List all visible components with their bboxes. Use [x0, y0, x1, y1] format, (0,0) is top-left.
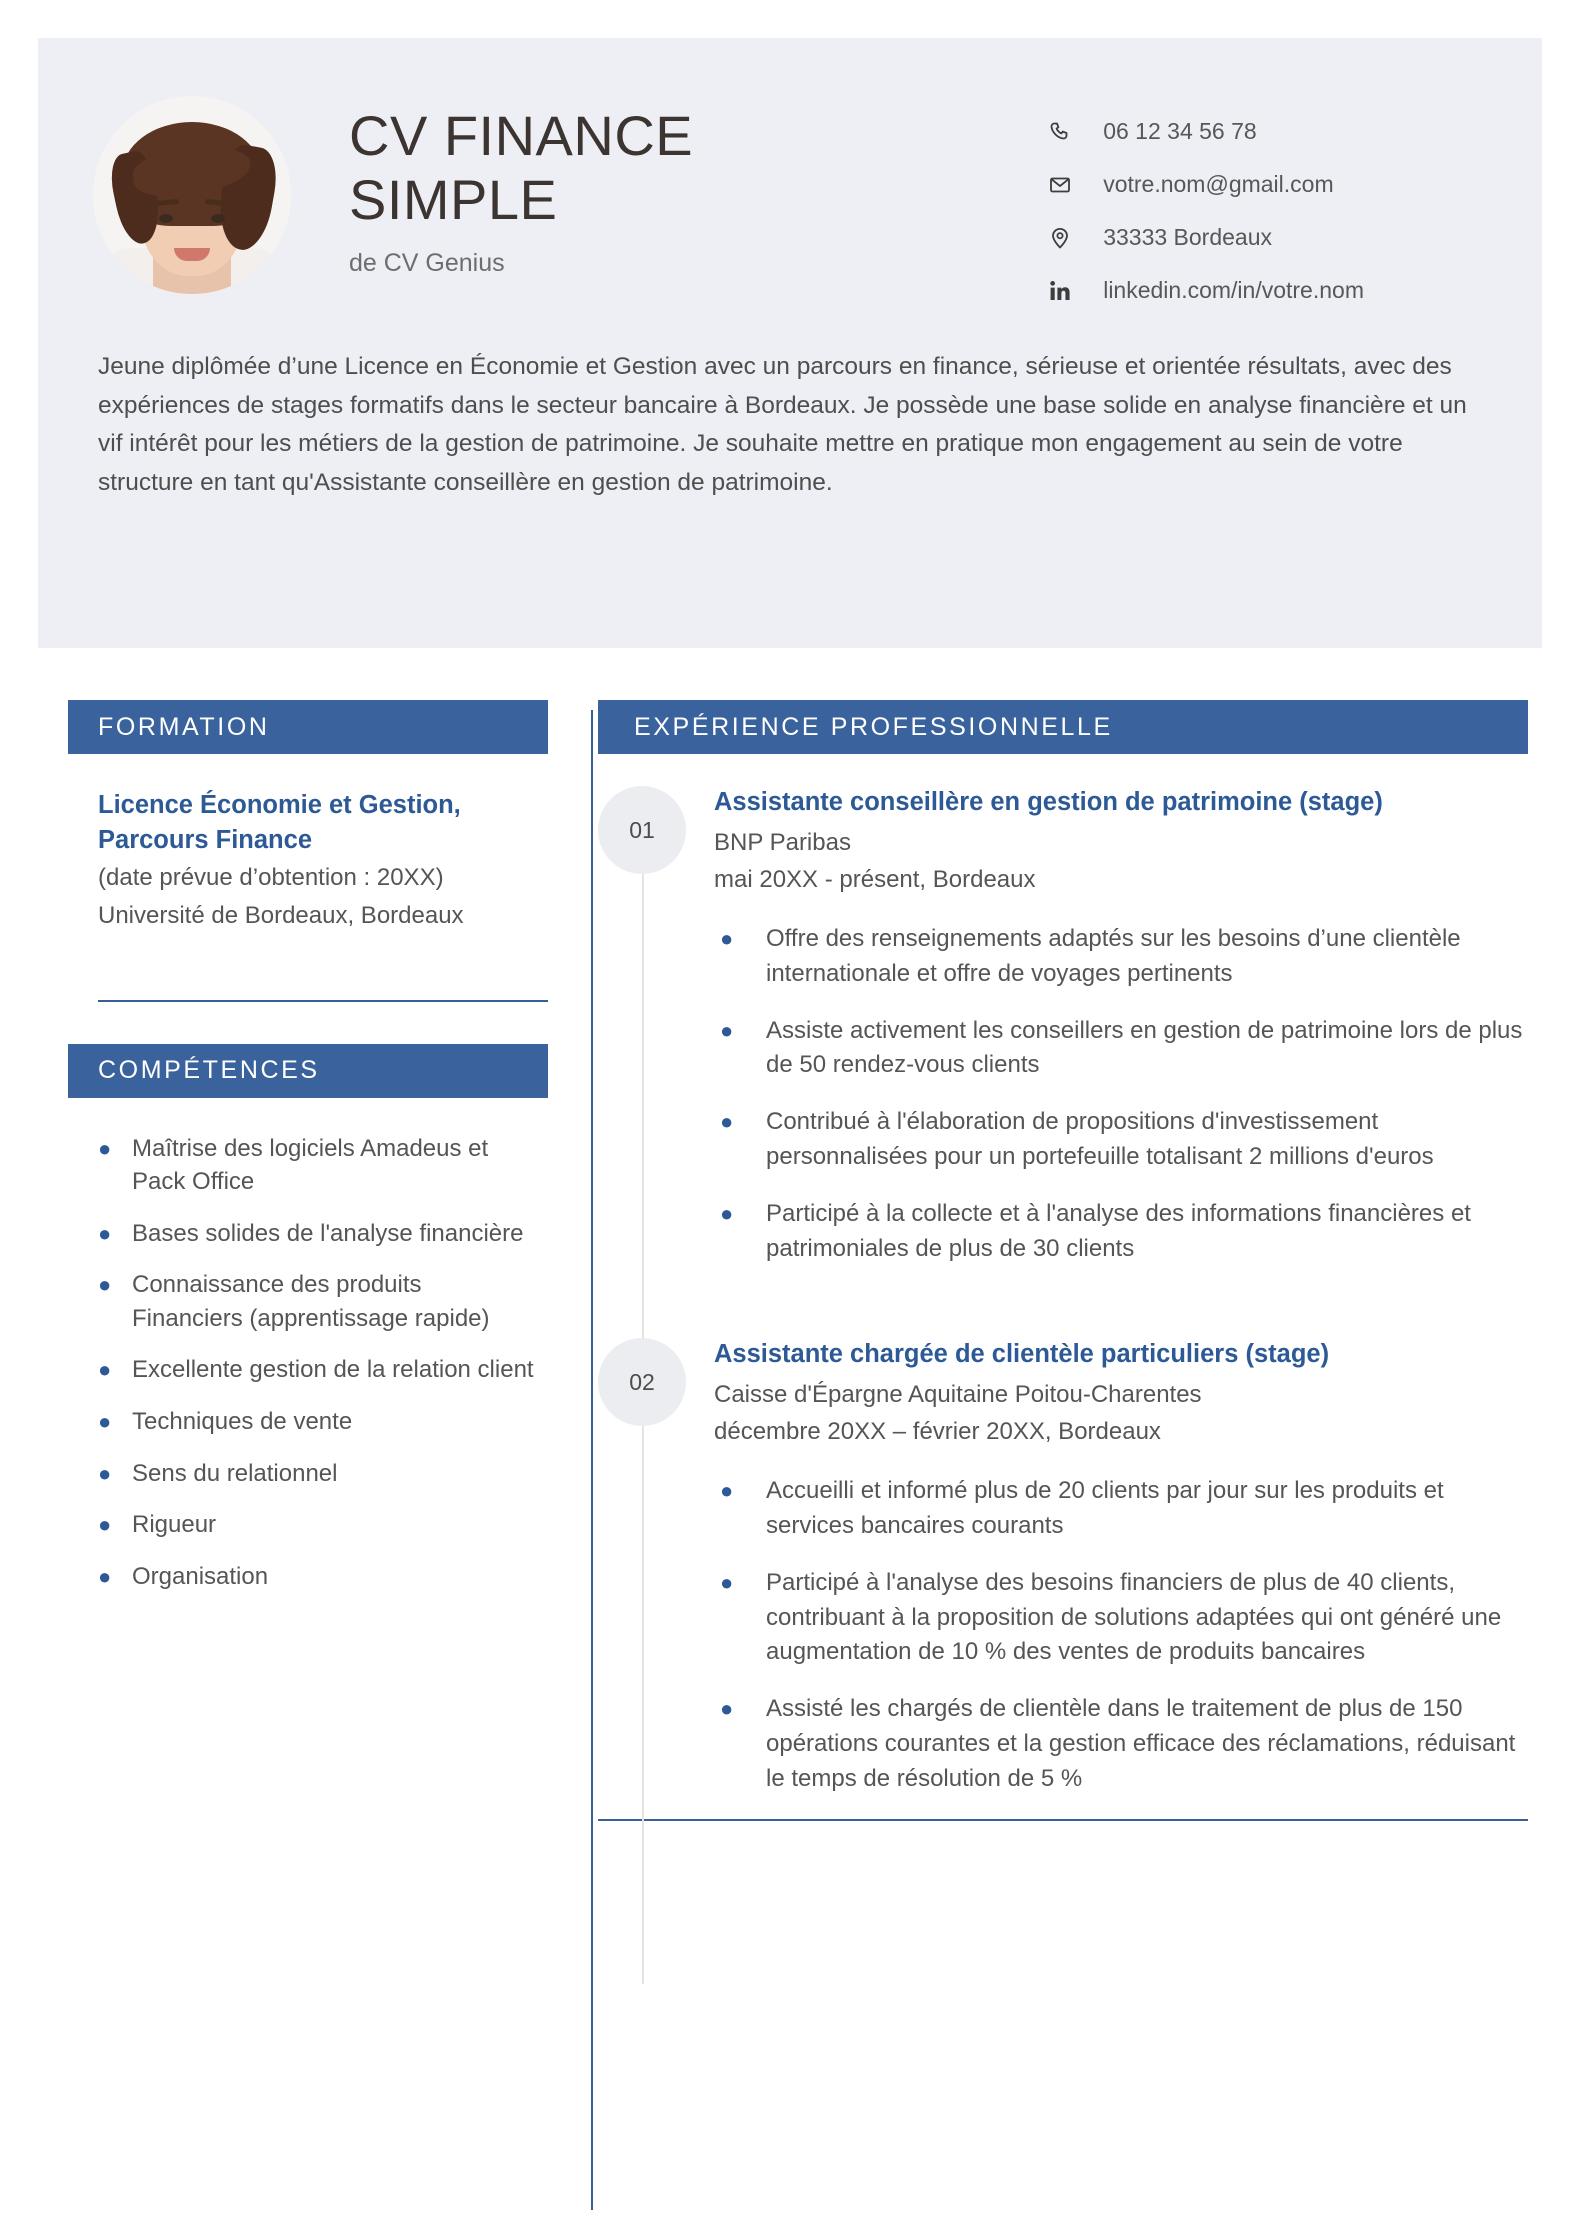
- list-item: [98, 1508, 538, 1542]
- bullet-icon: ●: [720, 925, 734, 951]
- experience-list: [598, 754, 1528, 1821]
- section-header-experience-label: EXPÉRIENCE PROFESSIONNELLE: [634, 712, 1113, 741]
- section-header-formation: [68, 700, 548, 754]
- email-icon: [1043, 173, 1077, 197]
- bullet-icon: ●: [720, 1478, 734, 1504]
- bullet-text: Assisté les chargés de clientèle dans le traitement de plus de 150 opérations courantes et la gestion efficace des réclamations, réduisant le temps de résolution de 5 %: [766, 1695, 1516, 1792]
- skill-text: Bases solides de l'analyse financière: [132, 1219, 524, 1247]
- bullet-text: Offre des renseignements adaptés sur les besoins d’une clientèle internationale et offre de voyages pertinents: [766, 924, 1461, 987]
- photo-eye-right: [211, 214, 225, 223]
- experience-header: [598, 1334, 1528, 1448]
- contact-location-value: 33333 Bordeaux: [1103, 224, 1273, 250]
- spacer: [598, 1288, 1528, 1334]
- education-degree: Licence Économie et Gestion, Parcours Finance: [98, 791, 461, 854]
- skills-list: [68, 1098, 548, 1594]
- bullet-icon: ●: [98, 1460, 112, 1486]
- section-header-experience: [598, 700, 1528, 754]
- skill-text: Sens du relationnel: [132, 1459, 338, 1487]
- profile-summary: Jeune diplômée d’une Licence en Économie et Gestion avec un parcours en finance, sérieuse et orientée résultats, avec des expériences de stages formatifs dans le secteur bancaire à Bordeaux. Je possède une base solide en analyse financière et un vif intérêt pour les métiers de la gestion de patrimoine. Je souhaite mettre en pratique mon engagement au sein de votre structure en tant qu'Assistante conseillère en gestion de patrimoine.: [98, 353, 1467, 497]
- list-item: [98, 1457, 538, 1491]
- bullet-icon: ●: [720, 1109, 734, 1135]
- list-item: [98, 1353, 538, 1387]
- location-pin-icon: [1043, 226, 1077, 250]
- contact-email[interactable]: [1043, 171, 1364, 198]
- experience-header: [598, 782, 1528, 896]
- experience-job-title: Assistante chargée de clientèle particuliers (stage): [714, 1340, 1330, 1369]
- bullet-icon: ●: [98, 1357, 112, 1383]
- bullet-text: Participé à l'analyse des besoins financiers de plus de 40 clients, contribuant à la proposition de solutions adaptées qui ont généré une augmentation de 10 % des ventes de produits bancaires: [766, 1568, 1502, 1666]
- section-header-formation-label: FORMATION: [98, 712, 270, 741]
- contact-linkedin[interactable]: [1043, 277, 1364, 304]
- experience-dates: décembre 20XX – février 20XX, Bordeaux: [714, 1417, 1161, 1445]
- experience-info: [714, 1334, 1329, 1448]
- bullet-icon: ●: [98, 1272, 112, 1298]
- bullet-icon: ●: [720, 1017, 734, 1043]
- contact-linkedin-value: linkedin.com/in/votre.nom: [1103, 277, 1364, 303]
- photo-eye-left: [159, 214, 173, 223]
- list-item: [720, 1014, 1528, 1084]
- skill-text: Organisation: [132, 1562, 269, 1590]
- section-header-competences-label: COMPÉTENCES: [98, 1056, 320, 1084]
- spacer: [68, 1002, 548, 1044]
- experience-job-title: Assistante conseillère en gestion de patrimoine (stage): [714, 788, 1383, 816]
- education-date: (date prévue d’obtention : 20XX): [98, 864, 444, 892]
- contact-list: [1043, 96, 1542, 304]
- education-school: Université de Bordeaux, Bordeaux: [98, 902, 464, 930]
- right-column: [598, 700, 1528, 1821]
- bullet-text: Assiste activement les conseillers en gestion de patrimoine lors de plus de 50 rendez-vous clients: [766, 1016, 1523, 1079]
- list-item: [98, 1268, 538, 1335]
- list-item: [720, 1692, 1528, 1796]
- skill-text: Connaissance des produits Financiers (apprentissage rapide): [132, 1271, 490, 1332]
- page-title: CV FINANCE SIMPLE: [349, 104, 694, 232]
- list-item: [720, 1474, 1528, 1544]
- name-block: [349, 96, 819, 278]
- header-top-row: [38, 38, 1542, 304]
- phone-icon: [1043, 120, 1077, 144]
- bullet-text: Accueilli et informé plus de 20 clients par jour sur les produits et services bancaires courants: [766, 1477, 1444, 1540]
- experience-company: Caisse d'Épargne Aquitaine Poitou-Charentes: [714, 1381, 1202, 1409]
- experience-company: BNP Paribas: [714, 829, 851, 857]
- bullet-icon: ●: [98, 1135, 112, 1161]
- list-item: [98, 1132, 538, 1199]
- list-item: [720, 1105, 1528, 1175]
- experience-bullets: [720, 1474, 1528, 1796]
- skill-text: Excellente gestion de la relation client: [132, 1356, 534, 1384]
- experience-entry: [598, 782, 1528, 1266]
- section-header-competences: [68, 1044, 548, 1098]
- list-item: [98, 1405, 538, 1439]
- experience-number-badge: 02: [598, 1338, 686, 1426]
- bullet-text: Contribué à l'élaboration de propositions d'investissement personnalisées pour un portefeuille totalisant 2 millions d'euros: [766, 1108, 1434, 1170]
- bullet-icon: ●: [720, 1200, 734, 1226]
- list-item: [720, 1566, 1528, 1670]
- experience-dates: mai 20XX - présent, Bordeaux: [714, 865, 1036, 893]
- skill-text: Maîtrise des logiciels Amadeus et Pack Office: [132, 1134, 489, 1196]
- left-column: [68, 700, 548, 1611]
- bullet-icon: ●: [720, 1569, 734, 1595]
- bullet-icon: ●: [98, 1220, 112, 1246]
- bullet-icon: ●: [98, 1563, 112, 1589]
- contact-location[interactable]: [1043, 224, 1364, 251]
- experience-entry: [598, 1334, 1528, 1796]
- bullet-text: Participé à la collecte et à l'analyse des informations financières et patrimoniales de plus de 30 clients: [766, 1199, 1471, 1262]
- list-item: [98, 1560, 538, 1594]
- education-entry: [68, 754, 548, 934]
- list-item: [98, 1217, 538, 1251]
- page-subtitle: de CV Genius: [349, 248, 505, 277]
- cv-header: [38, 38, 1542, 648]
- contact-phone[interactable]: [1043, 118, 1364, 145]
- skill-text: Rigueur: [132, 1511, 217, 1539]
- profile-photo: [93, 96, 291, 294]
- list-item: [720, 1197, 1528, 1267]
- contact-phone-value: 06 12 34 56 78: [1103, 118, 1257, 144]
- bullet-icon: ●: [98, 1512, 112, 1538]
- experience-info: [714, 782, 1383, 896]
- bullet-icon: ●: [720, 1696, 734, 1722]
- experience-bullets: [720, 922, 1528, 1266]
- column-divider: [591, 710, 593, 2210]
- bullet-icon: ●: [98, 1409, 112, 1435]
- experience-number-badge: 01: [598, 786, 686, 874]
- skill-text: Techniques de vente: [132, 1408, 353, 1436]
- contact-email-value: votre.nom@gmail.com: [1103, 171, 1334, 197]
- right-divider: [598, 1819, 1528, 1821]
- list-item: [720, 922, 1528, 992]
- linkedin-icon: [1043, 279, 1077, 303]
